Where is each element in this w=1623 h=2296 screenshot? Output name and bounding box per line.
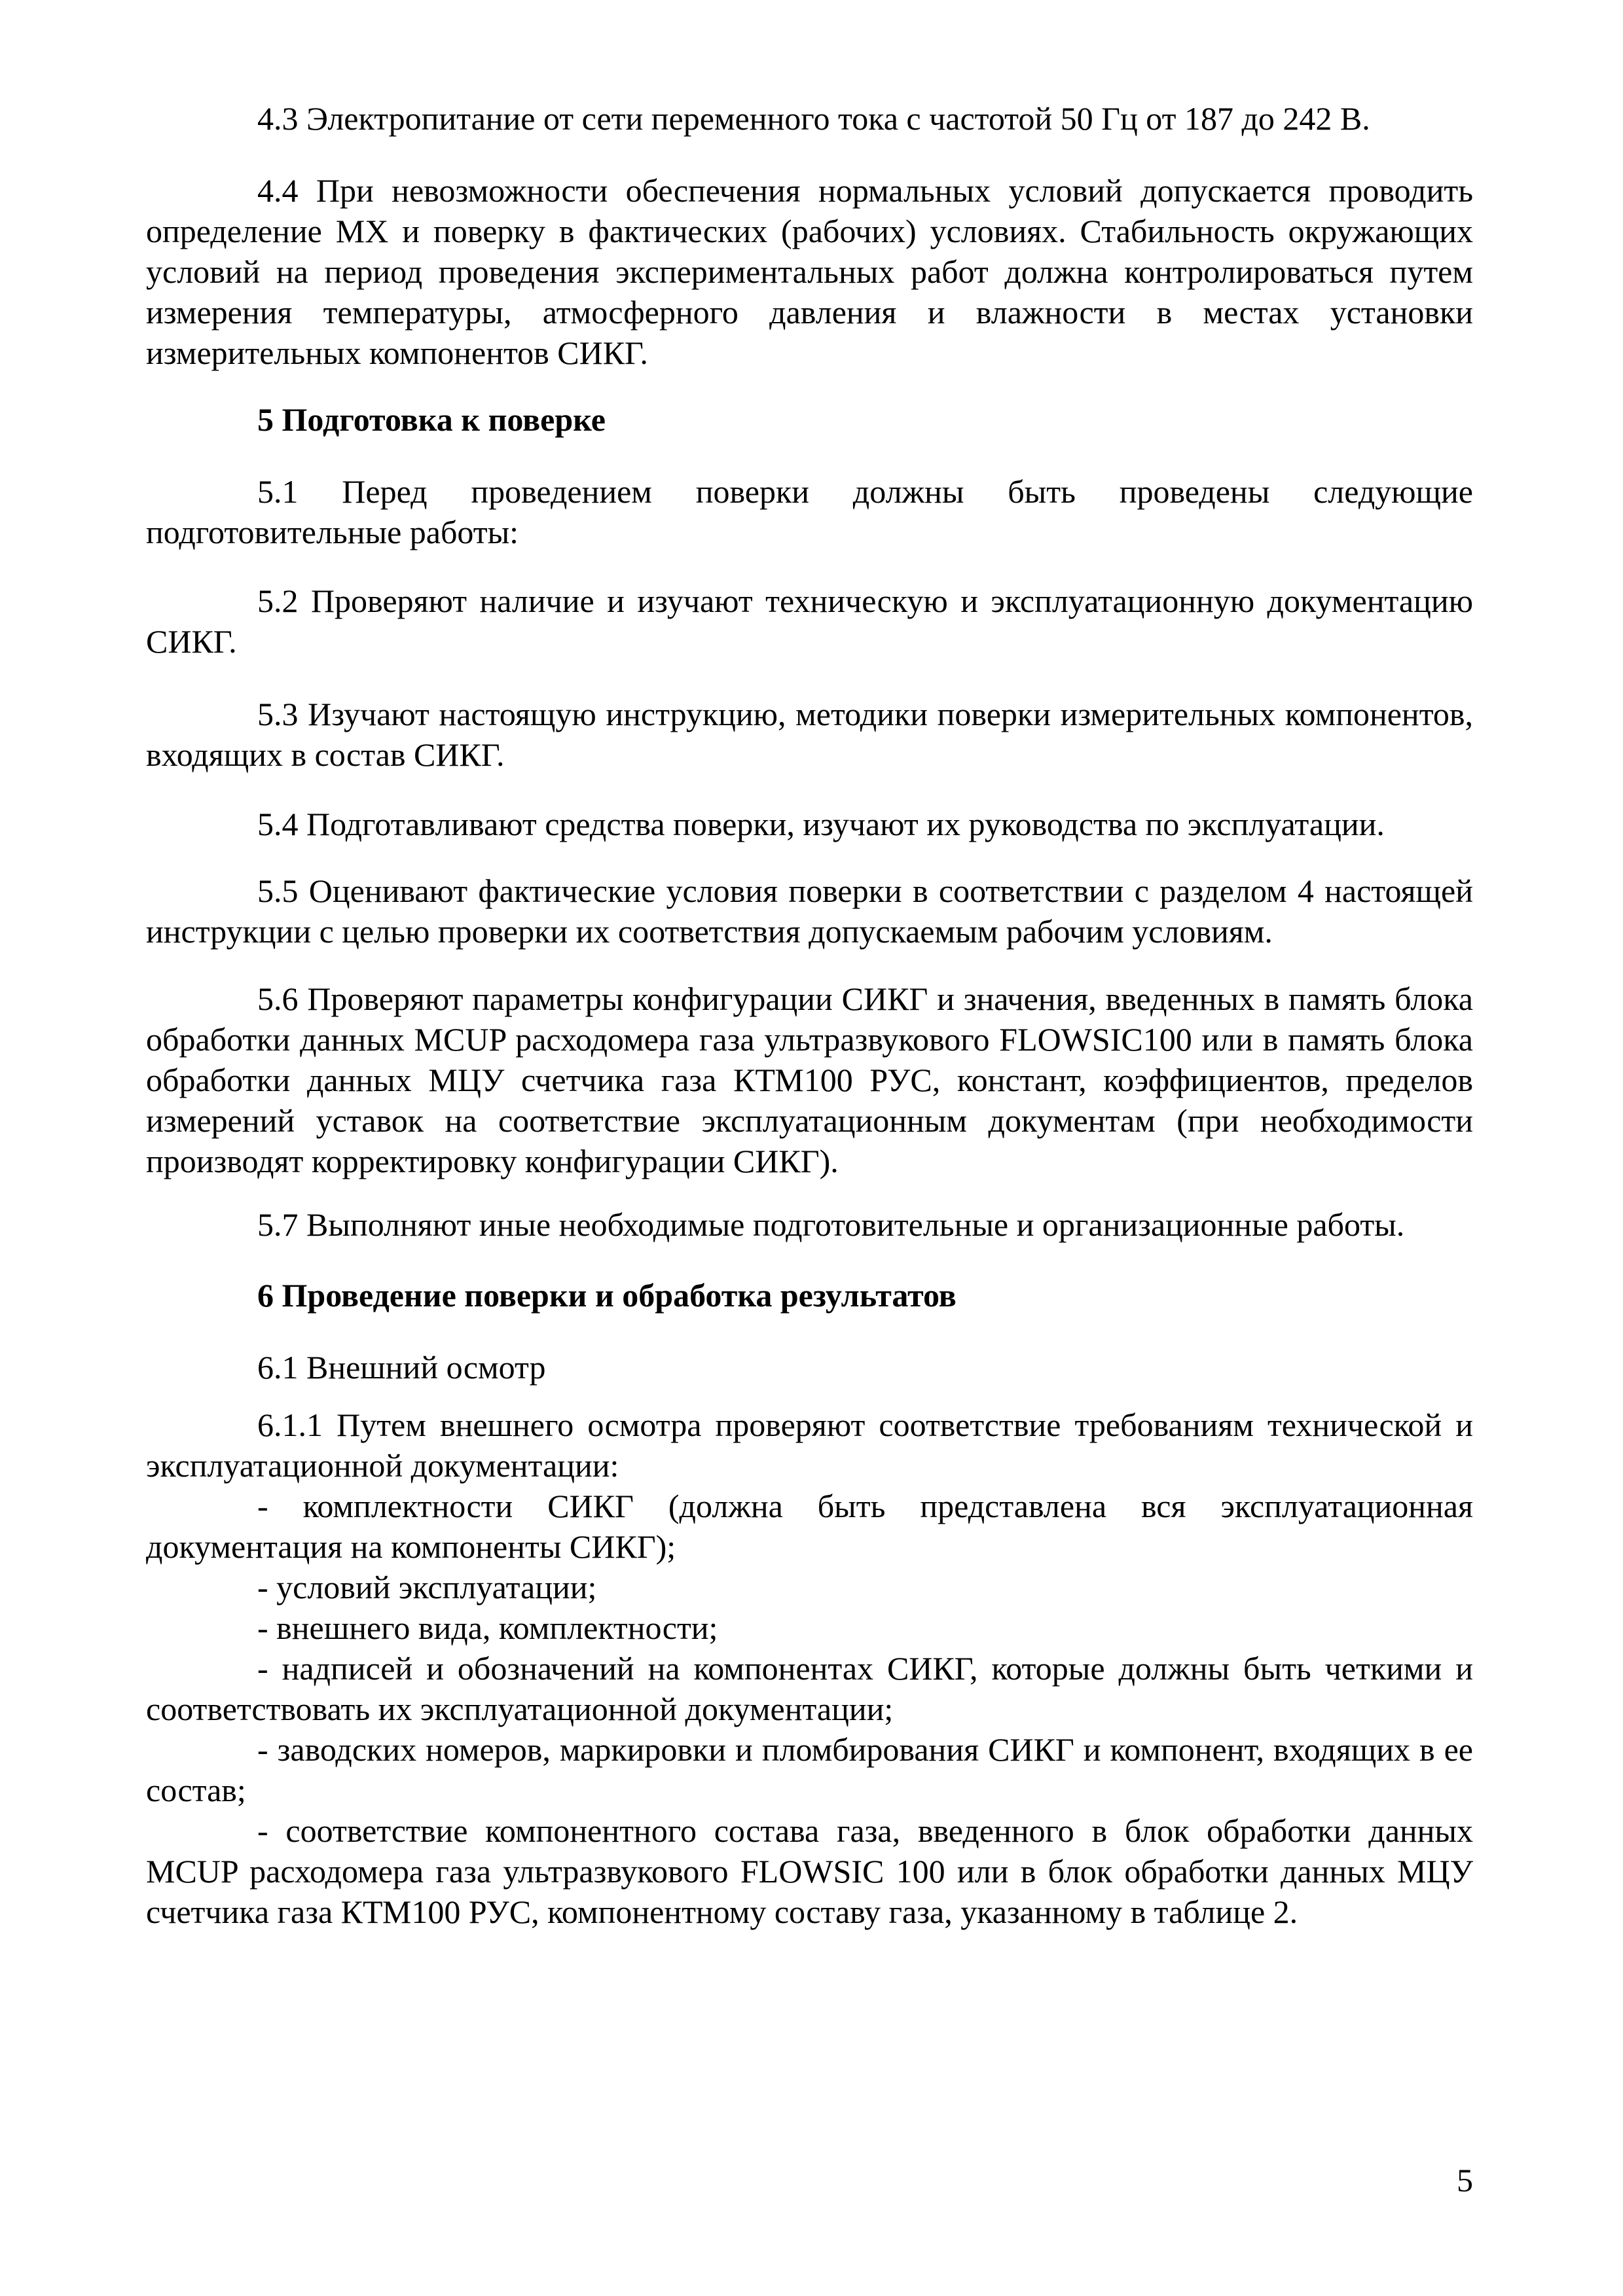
list-item: - условий эксплуатации; bbox=[257, 1569, 597, 1605]
paragraph-5-5 bbox=[146, 870, 1473, 952]
text-line: 5.2 Проверяют наличие и изучают техническую и эксплуатационную документацию bbox=[257, 583, 1473, 619]
text-line: условий на период проведения экспериментальных работ должна контролироваться путем bbox=[146, 253, 1473, 290]
section-title: 6 Проведение поверки и обработка результатов bbox=[257, 1277, 957, 1314]
paragraph-6-1-1 bbox=[146, 1405, 1473, 1486]
paragraph-4-4 bbox=[146, 170, 1473, 373]
list-item-continuation: MCUP расходомера газа ультразвукового FLOWSIC 100 или в блок обработки данных МЦУ bbox=[146, 1853, 1473, 1890]
subsection-title: 6.1 Внешний осмотр bbox=[257, 1349, 546, 1386]
section-title: 5 Подготовка к поверке bbox=[257, 401, 606, 438]
paragraph-5-1 bbox=[146, 471, 1473, 552]
text-line: определение МХ и поверку в фактических (рабочих) условиях. Стабильность окружающих bbox=[146, 213, 1473, 249]
text-line: 5.5 Оценивают фактические условия поверки в соответствии с разделом 4 настоящей bbox=[257, 872, 1473, 909]
list-item-continuation: счетчика газа КТМ100 РУС, компонентному составу газа, указанному в таблице 2. bbox=[146, 1893, 1298, 1930]
text-line: СИКГ. bbox=[146, 623, 237, 660]
list-item: - надписей и обозначений на компонентах СИКГ, которые должны быть четкими и bbox=[257, 1650, 1473, 1687]
list-item: - соответствие компонентного состава газа, введенного в блок обработки данных bbox=[257, 1812, 1473, 1849]
checklist bbox=[146, 1486, 1473, 1932]
text-line: 5.3 Изучают настоящую инструкцию, методики поверки измерительных компонентов, bbox=[257, 696, 1473, 732]
text-line: измерительных компонентов СИКГ. bbox=[146, 334, 648, 371]
paragraph-5-3 bbox=[146, 694, 1473, 775]
text-line: 5.1 Перед проведением поверки должны быть проведены следующие bbox=[257, 473, 1473, 510]
text-line: производят корректировку конфигурации СИКГ). bbox=[146, 1143, 839, 1179]
text-line: обработки данных MCUP расходомера газа ультразвукового FLOWSIC100 или в память блока bbox=[146, 1021, 1473, 1058]
text-line: 5.7 Выполняют иные необходимые подготовительные и организационные работы. bbox=[257, 1206, 1405, 1243]
text-line: обработки данных МЦУ счетчика газа КТМ100 РУС, констант, коэффициентов, пределов bbox=[146, 1062, 1473, 1098]
list-item: - внешнего вида, комплектности; bbox=[257, 1609, 718, 1646]
text-line: входящих в состав СИКГ. bbox=[146, 736, 505, 773]
paragraph-4-3 bbox=[146, 98, 1473, 139]
section-5-heading bbox=[146, 399, 1473, 440]
text-line: 5.4 Подготавливают средства поверки, изучают их руководства по эксплуатации. bbox=[257, 806, 1385, 842]
page-number: 5 bbox=[1457, 2162, 1473, 2198]
text-line: эксплуатационной документации: bbox=[146, 1447, 619, 1484]
text-line: подготовительные работы: bbox=[146, 514, 519, 550]
paragraph-5-2 bbox=[146, 581, 1473, 662]
text-line: инструкции с целью проверки их соответствия допускаемым рабочим условиям. bbox=[146, 913, 1273, 950]
text-line: 4.4 При невозможности обеспечения нормальных условий допускается проводить bbox=[257, 172, 1473, 209]
section-6-heading bbox=[146, 1275, 1473, 1316]
text-line: 4.3 Электропитание от сети переменного тока с частотой 50 Гц от 187 до 242 В. bbox=[257, 100, 1370, 137]
text-line: 6.1.1 Путем внешнего осмотра проверяют соответствие требованиям технической и bbox=[257, 1407, 1473, 1443]
paragraph-6-1 bbox=[146, 1347, 1473, 1388]
list-item-continuation: документация на компоненты СИКГ); bbox=[146, 1528, 676, 1565]
list-item: - комплектности СИКГ (должна быть представлена вся эксплуатационная bbox=[257, 1488, 1473, 1524]
paragraph-5-4 bbox=[146, 804, 1473, 844]
list-item-continuation: состав; bbox=[146, 1772, 246, 1808]
text-line: 5.6 Проверяют параметры конфигурации СИКГ и значения, введенных в память блока bbox=[257, 980, 1473, 1017]
list-item: - заводских номеров, маркировки и пломбирования СИКГ и компонент, входящих в ее bbox=[257, 1731, 1473, 1768]
paragraph-5-6 bbox=[146, 978, 1473, 1181]
text-line: измерений уставок на соответствие эксплуатационным документам (при необходимости bbox=[146, 1102, 1473, 1139]
paragraph-5-7 bbox=[146, 1204, 1473, 1245]
text-line: измерения температуры, атмосферного давления и влажности в местах установки bbox=[146, 294, 1473, 331]
list-item-continuation: соответствовать их эксплуатационной документации; bbox=[146, 1691, 894, 1727]
